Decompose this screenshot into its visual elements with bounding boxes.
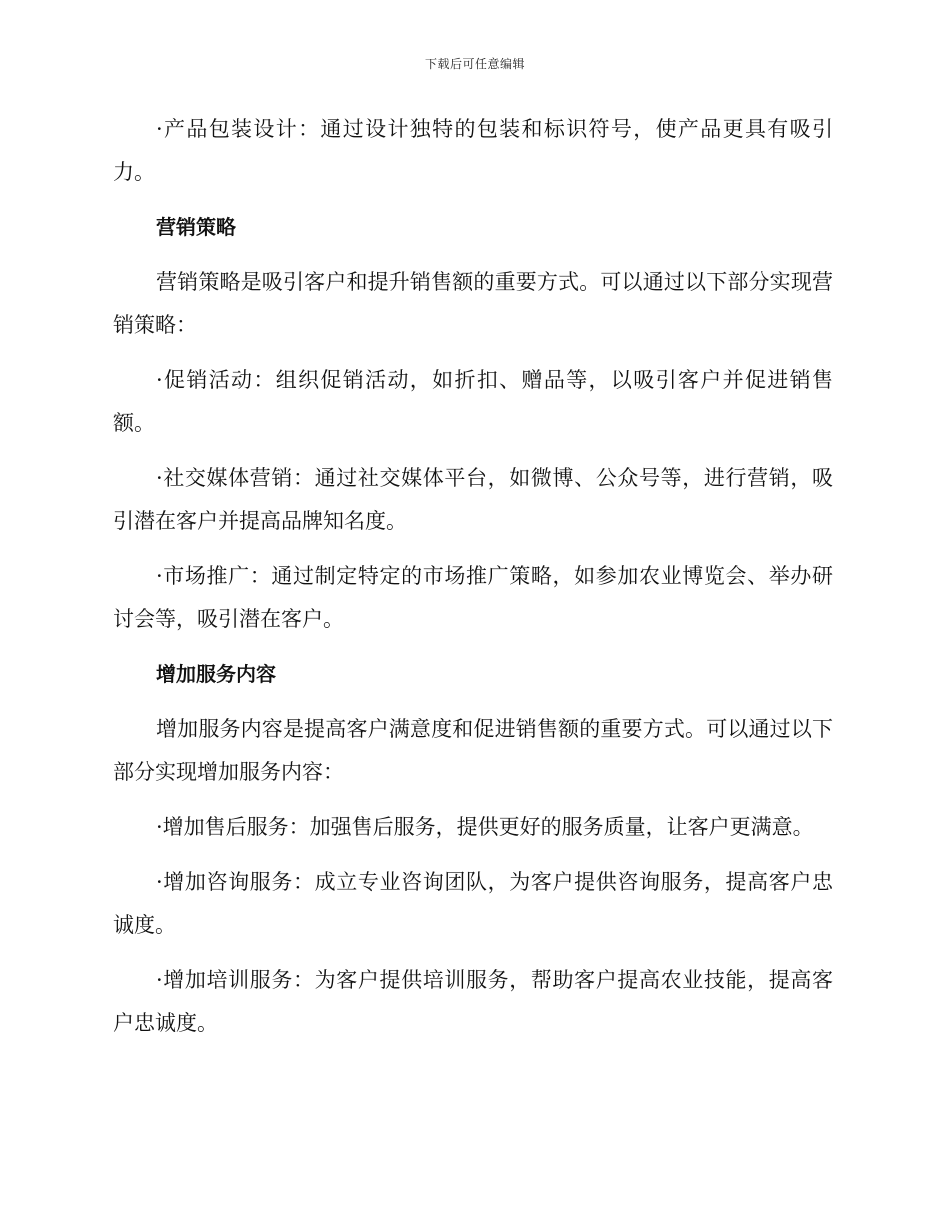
heading-add-services: 增加服务内容 [156, 662, 276, 686]
page-header: 下载后可任意编辑 [424, 57, 525, 71]
paragraph-after-sales: ·增加售后服务：加强售后服务，提供更好的服务质量，让客户更满意。 [156, 815, 814, 839]
heading-marketing-strategy: 营销策略 [156, 215, 236, 239]
paragraph-marketing-intro: 营销策略是吸引客户和提升销售额的重要方式。可以通过以下部分实现营销策略： [113, 270, 833, 337]
document-body [113, 108, 833, 1057]
paragraph-packaging-design: ·产品包装设计：通过设计独特的包装和标识符号，使产品更具有吸引力。 [113, 117, 833, 184]
paragraph-training: ·增加培训服务：为客户提供培训服务，帮助客户提高农业技能，提高客户忠诚度。 [113, 968, 833, 1035]
paragraph-social-media: ·社交媒体营销：通过社交媒体平台，如微博、公众号等，进行营销，吸引潜在客户并提高品牌知名度。 [113, 466, 833, 533]
paragraph-market-promotion: ·市场推广：通过制定特定的市场推广策略，如参加农业博览会、举办研讨会等，吸引潜在客户。 [113, 564, 833, 631]
paragraph-service-intro: 增加服务内容是提高客户满意度和促进销售额的重要方式。可以通过以下部分实现增加服务内容： [113, 717, 833, 784]
paragraph-promotion: ·促销活动：组织促销活动，如折扣、赠品等，以吸引客户并促进销售额。 [113, 368, 833, 435]
paragraph-consulting: ·增加咨询服务：成立专业咨询团队，为客户提供咨询服务，提高客户忠诚度。 [113, 870, 833, 937]
